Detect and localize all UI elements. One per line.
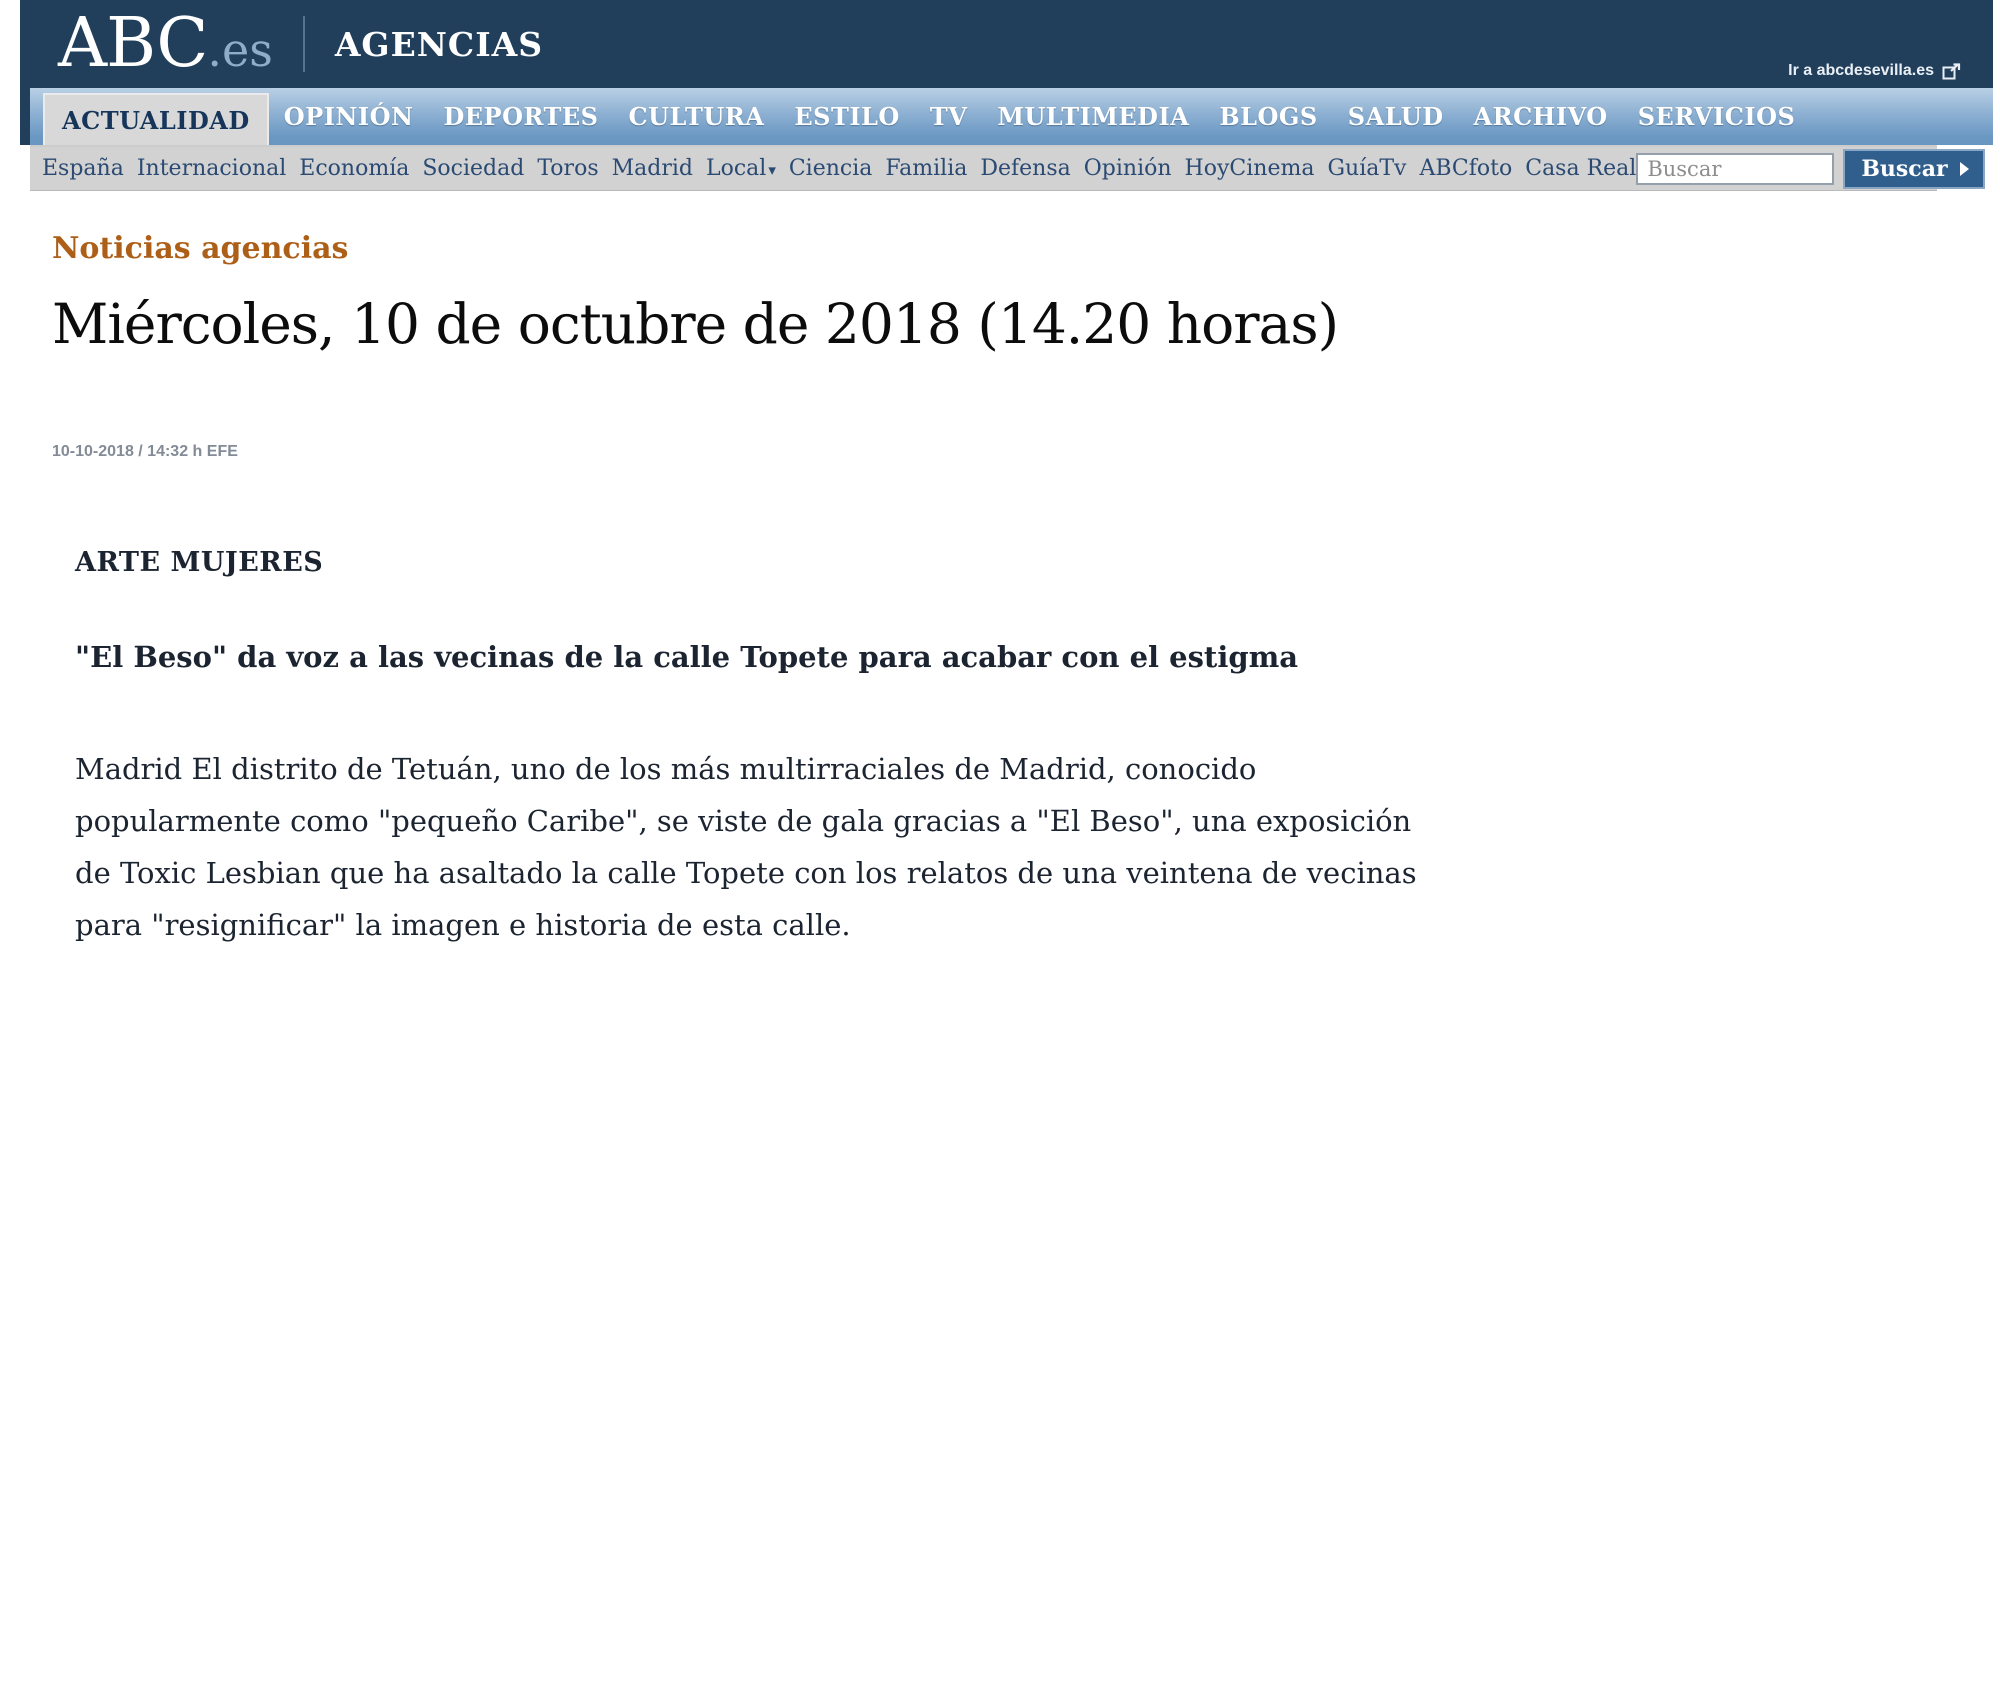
subnav-item-toros[interactable]: Toros: [537, 156, 599, 181]
article-body: [75, 547, 1993, 952]
external-link-icon: [1942, 63, 1961, 80]
subnav-bar: [30, 145, 1948, 191]
abc-logo-text: ABC: [58, 4, 208, 83]
subnav-item-familia[interactable]: Familia: [885, 156, 968, 181]
tab-salud[interactable]: SALUD: [1347, 102, 1444, 131]
subnav-item-espana[interactable]: España: [42, 156, 124, 181]
tab-opinion[interactable]: OPINIÓN: [283, 102, 414, 131]
article-kicker: ARTE MUJERES: [75, 546, 324, 578]
subnav-item-economia[interactable]: Economía: [299, 156, 410, 181]
search-area: [1636, 149, 1984, 189]
sevilla-link-label: Ir a abcdesevilla.es: [1788, 62, 1934, 79]
tab-cultura[interactable]: CULTURA: [628, 102, 765, 131]
tab-actualidad[interactable]: ACTUALIDAD: [43, 93, 269, 145]
chevron-down-icon: ▾: [768, 161, 776, 179]
breadcrumb-section-label[interactable]: Noticias agencias: [52, 231, 349, 266]
tab-tv[interactable]: TV: [929, 102, 968, 131]
article-dateline: 10-10-2018 / 14:32 h EFE: [52, 442, 238, 460]
tab-archivo[interactable]: ARCHIVO: [1473, 102, 1608, 131]
search-button-label: Buscar: [1861, 155, 1948, 182]
subnav-item-casa-real[interactable]: Casa Real: [1525, 156, 1637, 181]
search-input[interactable]: [1636, 153, 1834, 185]
tab-blogs[interactable]: BLOGS: [1219, 102, 1318, 131]
article-text: Madrid El distrito de Tetuán, uno de los más multirraciales de Madrid, conocido popularmente como "pequeño Caribe", se viste de gala gracias a "El Beso", una exposición de Toxic Lesbian que ha asaltado la calle Topete con los relatos de una veintena de vecinas para "resignificar" la imagen e historia de esta calle.: [75, 751, 1417, 943]
brand-row: [20, 0, 1993, 88]
subnav-item-local[interactable]: [706, 156, 776, 181]
abc-logo[interactable]: [58, 4, 273, 83]
subnav-item-abcfoto[interactable]: ABCfoto: [1419, 156, 1513, 181]
subnav-item-opinion[interactable]: Opinión: [1083, 156, 1172, 181]
subnav-item-defensa[interactable]: Defensa: [980, 156, 1071, 181]
arrow-right-icon: [1960, 162, 1969, 176]
article-subtitle: "El Beso" da voz a las vecinas de la calle Topete para acabar con el estigma: [75, 639, 1299, 674]
subnav-item-sociedad[interactable]: Sociedad: [422, 156, 525, 181]
subnav-item-guiatv[interactable]: GuíaTv: [1327, 156, 1407, 181]
subnav-item-madrid[interactable]: Madrid: [611, 156, 693, 181]
tab-estilo[interactable]: ESTILO: [794, 102, 900, 131]
subnav-item-hoycinema[interactable]: HoyCinema: [1184, 156, 1315, 181]
abc-logo-es: .es: [207, 23, 273, 77]
page-title: Miércoles, 10 de octubre de 2018 (14.20 horas): [52, 292, 1339, 356]
site-section-title: AGENCIAS: [334, 24, 544, 64]
tab-servicios[interactable]: SERVICIOS: [1637, 102, 1796, 131]
sevilla-link[interactable]: [1788, 62, 1961, 80]
page: [20, 0, 1993, 952]
search-button[interactable]: [1843, 149, 1984, 189]
tab-multimedia[interactable]: MULTIMEDIA: [997, 102, 1190, 131]
subnav-item-local-label: Local: [705, 156, 767, 181]
brand-divider: [303, 16, 305, 72]
masthead: [20, 0, 1993, 145]
main-nav-tabs: [30, 88, 1993, 145]
main-content: [20, 191, 1993, 952]
subnav-item-ciencia[interactable]: Ciencia: [788, 156, 873, 181]
subnav-links: [42, 156, 1636, 181]
subnav-item-internacional[interactable]: Internacional: [136, 156, 287, 181]
tab-deportes[interactable]: DEPORTES: [443, 102, 599, 131]
